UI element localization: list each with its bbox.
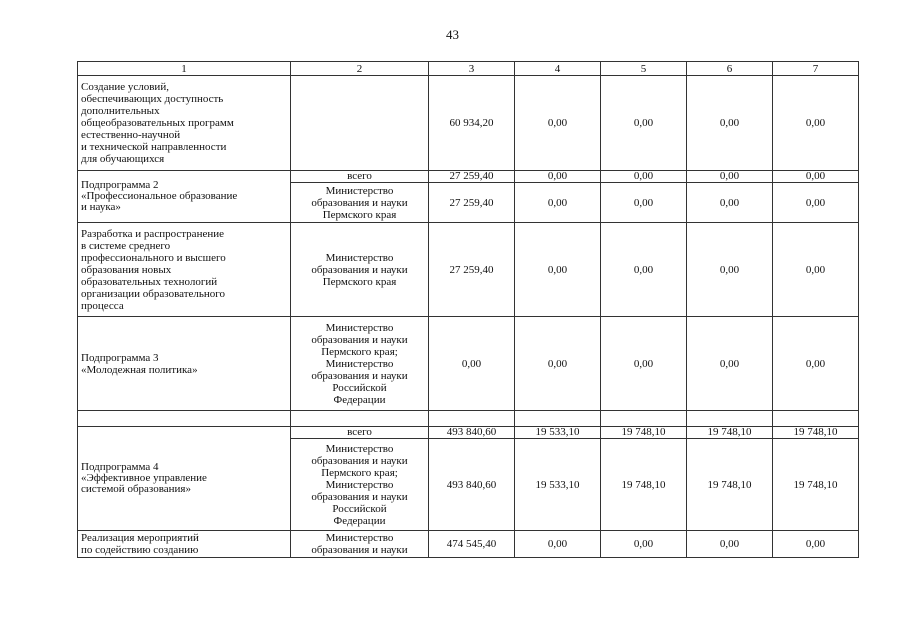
empty-row <box>78 411 859 427</box>
budget-table <box>77 61 859 558</box>
executor-cell: Министерство образования и науки Пермского края <box>291 183 429 223</box>
column-header: 6 <box>687 62 773 76</box>
executor-cell: Министерство образования и науки Пермского края <box>291 223 429 317</box>
subprogram-name: Подпрограмма 4 «Эффективное управление системой образования» <box>78 427 291 531</box>
table-row <box>78 171 859 183</box>
value-cell: 0,00 <box>687 183 773 223</box>
value-cell: 0,00 <box>773 531 859 558</box>
empty-cell <box>429 411 515 427</box>
value-cell: 19 748,10 <box>601 439 687 531</box>
total-value-cell: 19 748,10 <box>687 427 773 439</box>
value-cell: 19 748,10 <box>687 439 773 531</box>
executor-cell: Министерство образования и науки Пермского края; Министерство образования и науки Российской Федерации <box>291 439 429 531</box>
total-value-cell: 0,00 <box>515 171 601 183</box>
empty-cell <box>291 411 429 427</box>
total-value-cell: 0,00 <box>601 171 687 183</box>
column-header: 5 <box>601 62 687 76</box>
executor-cell <box>291 76 429 171</box>
value-cell: 0,00 <box>687 317 773 411</box>
value-cell: 19 533,10 <box>515 439 601 531</box>
table-row <box>78 76 859 171</box>
column-header: 7 <box>773 62 859 76</box>
value-cell: 0,00 <box>515 317 601 411</box>
value-cell: 0,00 <box>601 317 687 411</box>
empty-cell <box>773 411 859 427</box>
value-cell: 19 748,10 <box>773 439 859 531</box>
value-cell: 0,00 <box>601 183 687 223</box>
value-cell: 0,00 <box>687 76 773 171</box>
total-value-cell: 0,00 <box>687 171 773 183</box>
value-cell: 0,00 <box>515 531 601 558</box>
column-header: 3 <box>429 62 515 76</box>
subprogram-name: Подпрограмма 2 «Профессиональное образование и наука» <box>78 171 291 223</box>
table-row <box>78 531 859 558</box>
value-cell: 0,00 <box>429 317 515 411</box>
page-number: 43 <box>446 27 459 42</box>
value-cell: 0,00 <box>515 76 601 171</box>
value-cell: 493 840,60 <box>429 439 515 531</box>
value-cell: 0,00 <box>687 531 773 558</box>
table-row <box>78 317 859 411</box>
measure-name: Разработка и распространение в системе среднего профессионального и высшего образования новых образовательных технологий организации образовательного процесса <box>78 223 291 317</box>
executor-cell: Министерство образования и науки Пермского края; Министерство образования и науки Российской Федерации <box>291 317 429 411</box>
value-cell: 27 259,40 <box>429 183 515 223</box>
value-cell: 0,00 <box>601 531 687 558</box>
value-cell: 0,00 <box>601 223 687 317</box>
column-header: 1 <box>78 62 291 76</box>
total-value-cell: 19 748,10 <box>601 427 687 439</box>
table-row <box>78 427 859 439</box>
total-label: всего <box>291 427 429 439</box>
value-cell: 0,00 <box>687 223 773 317</box>
empty-cell <box>78 411 291 427</box>
total-value-cell: 19 533,10 <box>515 427 601 439</box>
value-cell: 0,00 <box>773 317 859 411</box>
column-header-row <box>78 62 859 76</box>
measure-name: Создание условий, обеспечивающих доступность дополнительных общеобразовательных программ естественно-научной и технической направленности для обучающихся <box>78 76 291 171</box>
total-value-cell: 27 259,40 <box>429 171 515 183</box>
value-cell: 0,00 <box>773 183 859 223</box>
value-cell: 60 934,20 <box>429 76 515 171</box>
value-cell: 0,00 <box>515 223 601 317</box>
total-label: всего <box>291 171 429 183</box>
value-cell: 0,00 <box>773 223 859 317</box>
value-cell: 27 259,40 <box>429 223 515 317</box>
table-row <box>78 223 859 317</box>
total-value-cell: 19 748,10 <box>773 427 859 439</box>
column-header: 2 <box>291 62 429 76</box>
value-cell: 0,00 <box>515 183 601 223</box>
column-header: 4 <box>515 62 601 76</box>
executor-cell: Министерство образования и науки <box>291 531 429 558</box>
empty-cell <box>687 411 773 427</box>
total-value-cell: 493 840,60 <box>429 427 515 439</box>
value-cell: 0,00 <box>601 76 687 171</box>
value-cell: 474 545,40 <box>429 531 515 558</box>
subprogram-name: Подпрограмма 3 «Молодежная политика» <box>78 317 291 411</box>
value-cell: 0,00 <box>773 76 859 171</box>
empty-cell <box>601 411 687 427</box>
empty-cell <box>515 411 601 427</box>
measure-name: Реализация мероприятий по содействию созданию <box>78 531 291 558</box>
total-value-cell: 0,00 <box>773 171 859 183</box>
